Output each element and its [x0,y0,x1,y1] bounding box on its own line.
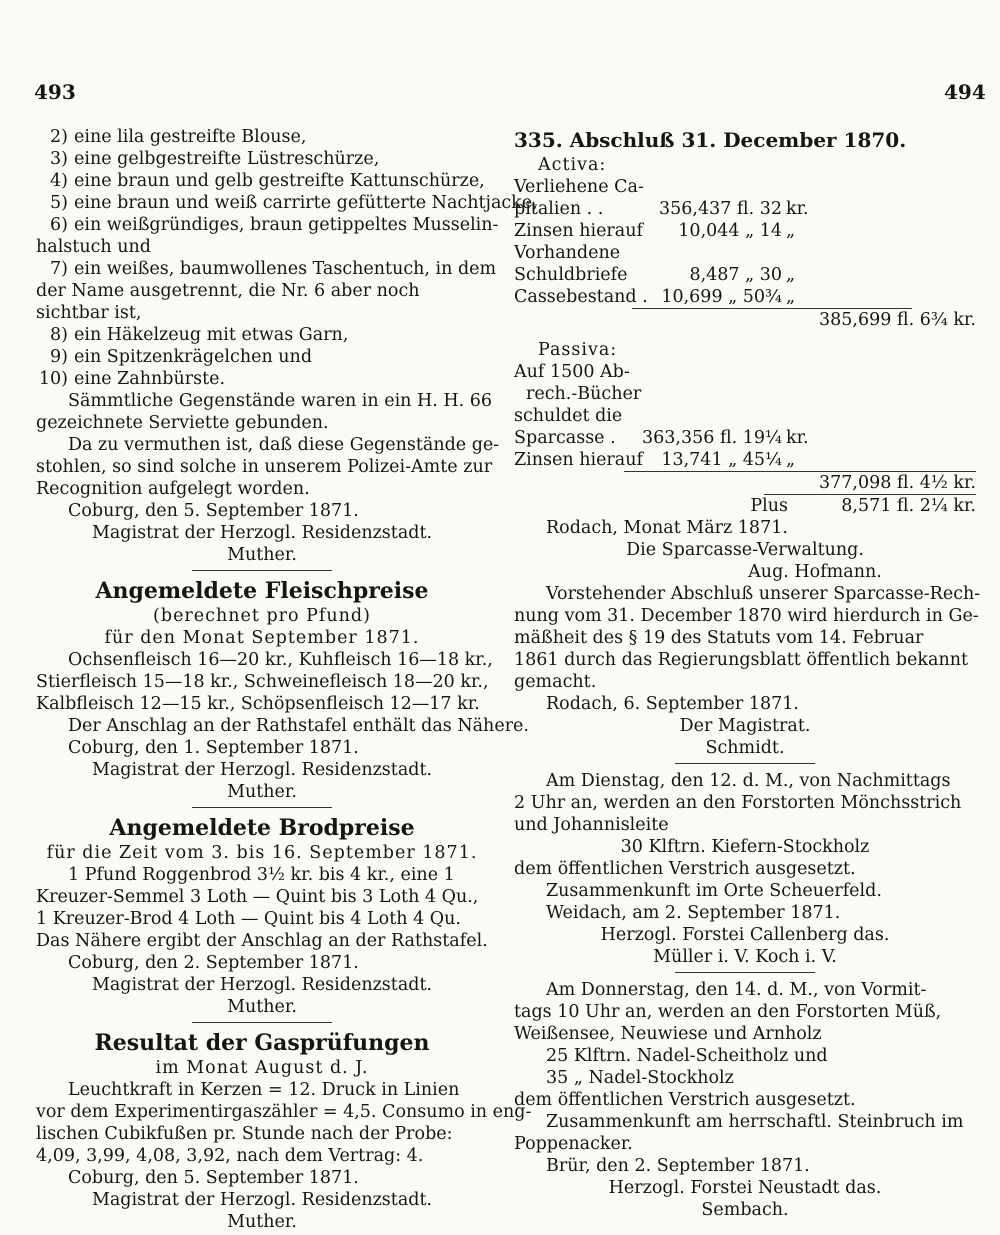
paragraph-line: Zusammenkunft im Orte Scheuerfeld. [546,881,882,901]
paragraph-line: Das Nähere ergibt der Anschlag an der Rathstafel. [36,931,488,951]
meat-prices-subtitle: für den Monat September 1871. [104,628,420,648]
paragraph-line: 2 Uhr an, werden an den Forstorten Mönchsstrich [514,793,962,813]
paragraph-line: stohlen, so sind solche in unserem Polizei-Amte zur [36,457,493,477]
signature-authority: Herzogl. Forstei Callenberg das. [600,925,890,945]
signature-authority: Magistrat der Herzogl. Residenzstadt. [91,1190,433,1210]
gas-test-title: Resultat der Gasprüfungen [94,1030,430,1056]
paragraph-line: Da zu vermuthen ist, daß diese Gegenstände ge- [68,435,500,455]
paragraph-line: dem öffentlichen Verstrich ausgesetzt. [514,1090,856,1110]
dateline: Rodach, Monat März 1871. [546,518,788,538]
meat-prices-title: Angemeldete Fleischpreise [95,578,429,604]
paragraph-line: Poppenacker. [514,1134,633,1154]
ledger-row: Zinsen hierauf 13,741 „ 45¼ „ [514,450,796,470]
paragraph-line: 30 Klftrn. Kiefern-Stockholz [620,837,870,857]
dateline: Weidach, am 2. September 1871. [546,903,841,923]
ledger-row: Sparcasse . 363,356 fl. 19¼ kr. [514,428,809,448]
paragraph-line: und Johannisleite [514,815,669,835]
signature-authority: Der Magistrat. [679,716,811,736]
section-divider [192,1022,332,1023]
passiva-ledger [514,361,976,517]
list-item: 6) ein weißgründiges, braun getippeltes Musselin- [50,215,499,235]
signature-authority: Die Sparcasse-Verwaltung. [626,540,864,560]
ledger-row: pitalien . . 356,437 fl. 32 kr. [514,199,809,219]
paragraph-line: gezeichnete Serviette gebunden. [36,413,329,433]
paragraph-line: mäßheit des § 19 des Statuts vom 14. Februar [514,628,924,648]
signature-name: Aug. Hofmann. [748,562,882,582]
signature-authority: Herzogl. Forstei Neustadt das. [608,1178,882,1198]
signature-name: Muther. [227,782,297,802]
ledger-row: rech.-Bücher [526,384,642,404]
activa-heading: Activa: [538,155,607,175]
paragraph-line: lischen Cubikfußen pr. Stunde nach der Probe: [36,1124,453,1144]
list-item: 5) eine braun und weiß carrirte gefütterte Nachtjacke, [50,193,538,213]
list-item: 10) eine Zahnbürste. [38,369,226,389]
ledger-row: Cassebestand . 10,699 „ 50¾ „ [514,287,796,307]
paragraph-line: 1861 durch das Regierungsblatt öffentlich bekannt [514,650,969,670]
signature-name: Schmidt. [705,738,785,758]
ledger-plus-row: Plus 8,571 fl. 2¼ kr. [750,496,976,516]
paragraph-line: 4,09, 3,99, 4,08, 3,92, nach dem Vertrag: 4. [36,1146,424,1166]
meat-prices-subtitle: (berechnet pro Pfund) [153,606,371,626]
ledger-row: Vorhandene [514,243,621,263]
signature-name: Muther. [227,1212,297,1232]
paragraph-line: Ochsenfleisch 16—20 kr., Kuhfleisch 16—18 kr., [68,650,493,670]
paragraph-line: dem öffentlichen Verstrich ausgesetzt. [514,859,856,879]
list-item-continuation: halstuch und [36,237,151,257]
paragraph-line: Am Dienstag, den 12. d. M., von Nachmittags [546,771,951,791]
paragraph-line: Leuchtkraft in Kerzen = 12. Druck in Linien [68,1080,460,1100]
signature-name: Müller i. V. Koch i. V. [653,947,837,967]
ledger-row: schuldet die [514,406,623,426]
ledger-total-row: 377,098 fl. 4½ kr. [819,473,976,493]
signature-authority: Magistrat der Herzogl. Residenzstadt. [91,523,433,543]
ledger-row: Schuldbriefe 8,487 „ 30 „ [514,265,796,285]
left-column [36,126,538,1233]
paragraph-line: vor dem Experimentirgaszähler = 4,5. Consumo in eng- [36,1102,532,1122]
right-column [514,126,981,1221]
paragraph-line: Weißensee, Neuwiese und Arnholz [514,1024,822,1044]
dateline: Brür, den 2. September 1871. [546,1156,810,1176]
paragraph-line: gemacht. [514,672,597,692]
page-number-right: 494 [944,80,986,104]
list-item: 7) ein weißes, baumwollenes Taschentuch, in dem [50,259,497,279]
activa-ledger [514,176,976,331]
stolen-items-list [36,126,538,390]
signature-name: Muther. [227,997,297,1017]
dateline: Coburg, den 5. September 1871. [68,501,359,521]
ledger-row: Zinsen hierauf 10,044 „ 14 „ [514,221,796,241]
list-item: 2) eine lila gestreifte Blouse, [50,127,307,147]
paragraph-line: Der Anschlag an der Rathstafel enthält das Nähere. [68,716,529,736]
paragraph-line: Vorstehender Abschluß unserer Sparcasse-Rech- [546,584,981,604]
paragraph-line: Zusammenkunft am herrschaftl. Steinbruch im [546,1112,964,1132]
ledger-row: Verliehene Ca- [514,177,644,197]
paragraph-line: Stierfleisch 15—18 kr., Schweinefleisch 18—20 kr., [36,672,489,692]
signature-authority: Magistrat der Herzogl. Residenzstadt. [91,975,433,995]
list-item: 4) eine braun und gelb gestreifte Kattunschürze, [50,171,485,191]
list-item: 3) eine gelbgestreifte Lüstreschürze, [50,149,380,169]
gas-test-subtitle: im Monat August d. J. [155,1058,369,1078]
bread-prices-title: Angemeldete Brodpreise [109,815,415,841]
paragraph-line: Kalbfleisch 12—15 kr., Schöpsenfleisch 12—17 kr. [36,694,480,714]
dateline: Coburg, den 1. September 1871. [68,738,359,758]
signature-name: Sembach. [701,1200,789,1220]
paragraph-line: 1 Pfund Roggenbrod 3½ kr. bis 4 kr., eine 1 [68,865,455,885]
paragraph-line: Am Donnerstag, den 14. d. M., von Vormit- [546,980,927,1000]
list-item: 8) ein Häkelzeug mit etwas Garn, [50,325,349,345]
balance-title: 335. Abschluß 31. December 1870. [514,128,907,152]
section-divider [675,763,815,764]
passiva-heading: Passiva: [538,340,618,360]
section-divider [192,807,332,808]
ledger-row: Auf 1500 Ab- [514,362,630,382]
paragraph-line: Sämmtliche Gegenstände waren in ein H. H. 66 [68,391,493,411]
paragraph-line: 35 „ Nadel-Stockholz [546,1068,734,1088]
paragraph-line: nung vom 31. December 1870 wird hierdurch in Ge- [514,606,979,626]
signature-name: Muther. [227,545,297,565]
section-divider [192,570,332,571]
bread-prices-subtitle: für die Zeit vom 3. bis 16. September 1871. [46,843,478,863]
page-number-left: 493 [34,80,76,104]
section-divider [675,972,815,973]
list-item: 9) ein Spitzenkrägelchen und [50,347,313,367]
paragraph-line: 25 Klftrn. Nadel-Scheitholz und [546,1046,828,1066]
signature-authority: Magistrat der Herzogl. Residenzstadt. [91,760,433,780]
paragraph-line: Recognition aufgelegt worden. [36,479,310,499]
list-item-continuation: sichtbar ist, [36,303,142,323]
dateline: Coburg, den 2. September 1871. [68,953,359,973]
ledger-total-row: 385,699 fl. 6¾ kr. [819,310,976,330]
paragraph-line: 1 Kreuzer-Brod 4 Loth — Quint bis 4 Loth 4 Qu. [36,909,461,929]
list-item-continuation: der Name ausgetrennt, die Nr. 6 aber noch [36,281,420,301]
paragraph-line: tags 10 Uhr an, werden an den Forstorten Müß, [514,1002,942,1022]
dateline: Rodach, 6. September 1871. [546,694,799,714]
paragraph-line: Kreuzer-Semmel 3 Loth — Quint bis 3 Loth 4 Qu., [36,887,479,907]
dateline: Coburg, den 5. September 1871. [68,1168,359,1188]
